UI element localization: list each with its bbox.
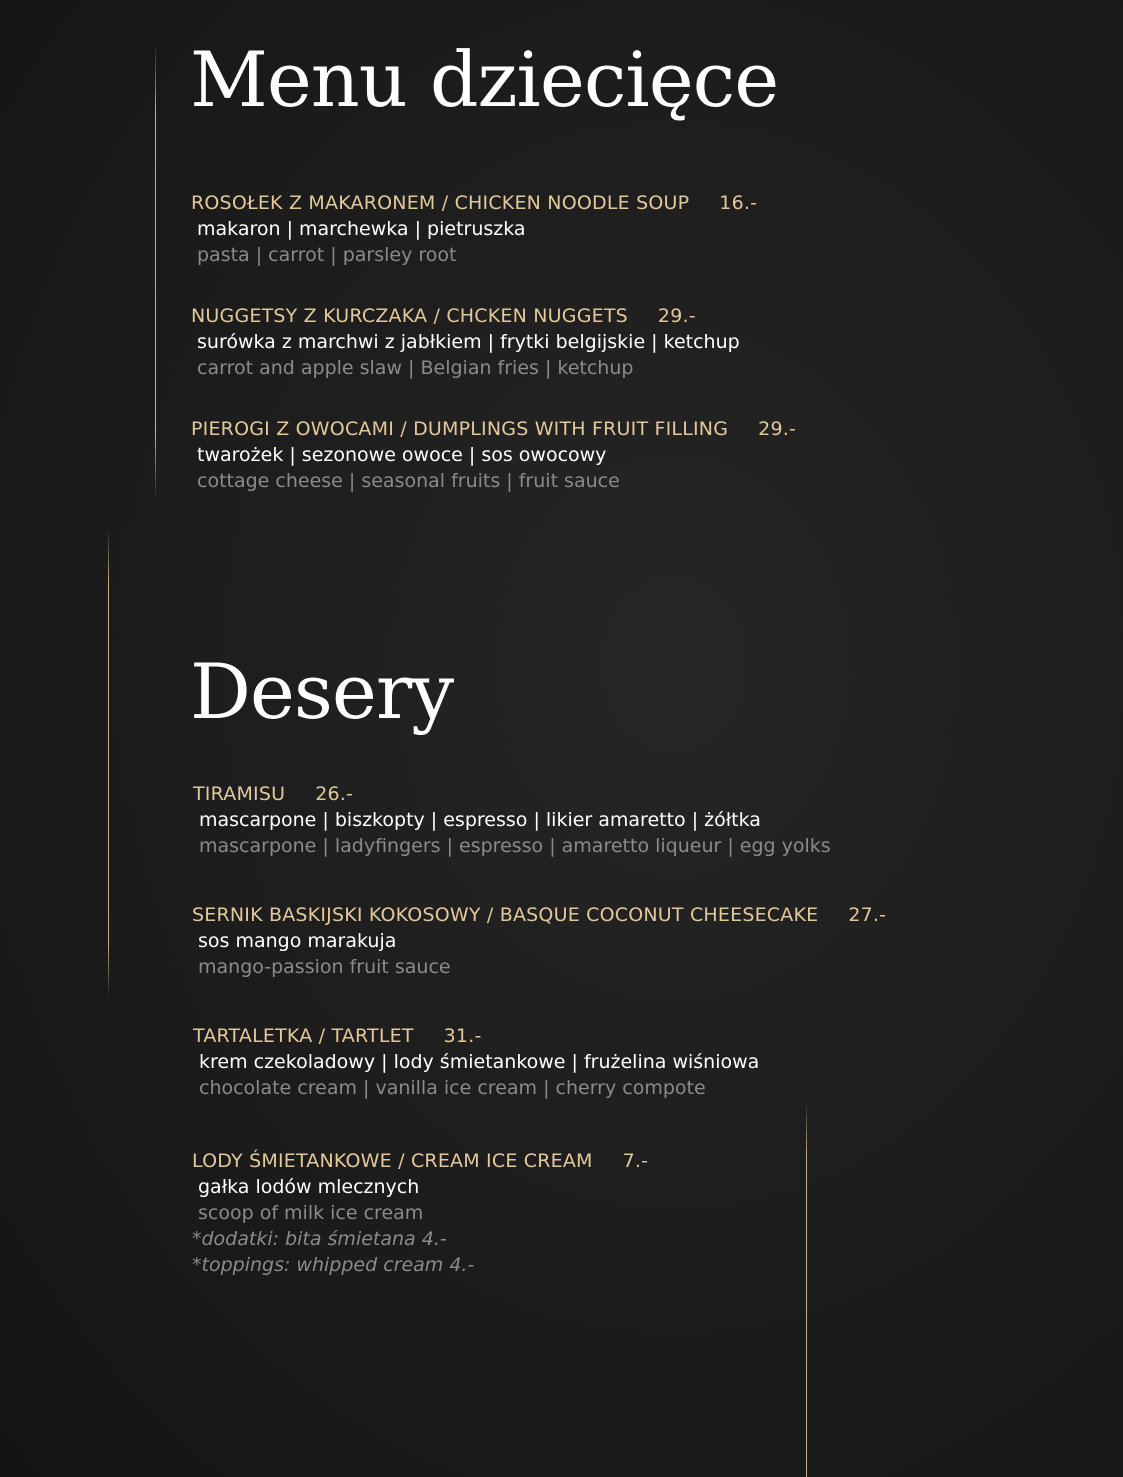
item-ingredients-pl: mascarpone | biszkopty | espresso | likier amaretto | żółtka [199,809,761,831]
item-ingredients-en: mascarpone | ladyfingers | espresso | amaretto liqueur | egg yolks [199,835,831,857]
item-note-pl: *dodatki: bita śmietana 4.- [192,1228,447,1250]
menu-item [191,190,757,268]
item-ingredients-en: cottage cheese | seasonal fruits | fruit sauce [197,470,620,492]
section-title-kids-menu: Menu dziecięce [190,35,779,124]
item-price: 26.- [315,783,354,805]
item-ingredients-pl: gałka lodów mlecznych [198,1176,420,1198]
item-name: PIEROGI Z OWOCAMI / DUMPLINGS WITH FRUIT FILLING [191,418,729,440]
item-ingredients-en: mango-passion fruit sauce [198,956,451,978]
item-ingredients-pl: twarożek | sezonowe owoce | sos owocowy [197,444,607,466]
item-price: 29.- [657,305,696,327]
item-name: ROSOŁEK Z MAKARONEM / CHICKEN NOODLE SOUP [191,192,690,214]
item-ingredients-en: pasta | carrot | parsley root [197,244,457,266]
item-ingredients-en: carrot and apple slaw | Belgian fries | ketchup [197,357,634,379]
item-name: NUGGETSY Z KURCZAKA / CHCKEN NUGGETS [191,305,628,327]
item-name: TARTALETKA / TARTLET [193,1025,414,1047]
decorative-gold-line [806,1100,807,1477]
menu-item [193,1023,759,1101]
item-name: LODY ŚMIETANKOWE / CREAM ICE CREAM [192,1150,593,1172]
item-ingredients-en: scoop of milk ice cream [198,1202,424,1224]
item-price: 31.- [443,1025,482,1047]
decorative-gold-line [108,528,109,998]
item-name: SERNIK BASKIJSKI KOKOSOWY / BASQUE COCONUT CHEESECAKE [192,904,819,926]
item-ingredients-pl: makaron | marchewka | pietruszka [197,218,526,240]
menu-item [192,902,886,980]
item-note-en: *toppings: whipped cream 4.- [192,1254,475,1276]
item-ingredients-pl: surówka z marchwi z jabłkiem | frytki belgijskie | ketchup [197,331,740,353]
item-ingredients-pl: sos mango marakuja [198,930,397,952]
item-price: 27.- [848,904,887,926]
menu-item [193,781,831,859]
item-ingredients-en: chocolate cream | vanilla ice cream | cherry compote [199,1077,706,1099]
menu-item [191,303,740,381]
decorative-gold-line [155,42,156,502]
item-price: 16.- [719,192,758,214]
item-ingredients-pl: krem czekoladowy | lody śmietankowe | frużelina wiśniowa [199,1051,760,1073]
menu-item [192,1148,648,1278]
menu-item [191,416,796,494]
item-name: TIRAMISU [193,783,286,805]
item-price: 29.- [758,418,797,440]
item-price: 7.- [622,1150,649,1172]
section-title-desserts: Desery [190,647,454,736]
